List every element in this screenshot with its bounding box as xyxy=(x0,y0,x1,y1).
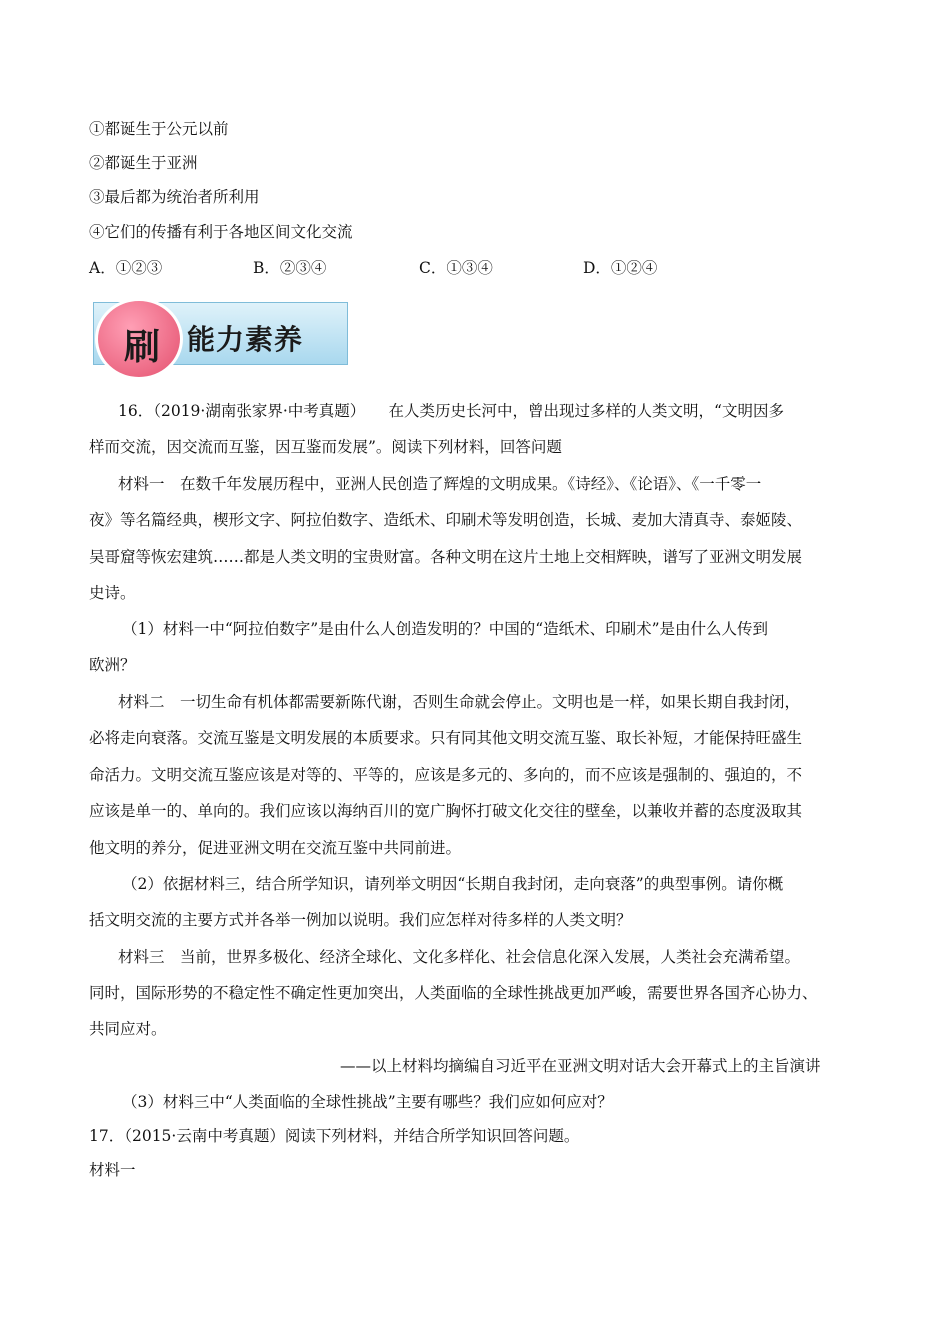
material-1-line-3: 吴哥窟等恢宏建筑……都是人类文明的宝贵财富。各种文明在这片土地上交相辉映，谱写了亚洲文明发展 xyxy=(89,548,803,566)
statement-1: ①都诞生于公元以前 xyxy=(89,120,229,138)
option-d: D．①②④ xyxy=(583,259,658,277)
q16-intro: 16．（2019·湖南张家界·中考真题） 在人类历史长河中，曾出现过多样的人类文明，“文明因多 xyxy=(118,402,784,420)
q16-sub-2: （2）依据材料三，结合所学知识，请列举文明因“长期自我封闭，走向衰落”的典型事例。请你概 xyxy=(122,875,784,893)
section-banner xyxy=(93,298,349,372)
material-2-line-1: 材料二 一切生命有机体都需要新陈代谢，否则生命就会停止。文明也是一样，如果长期自我封闭， xyxy=(118,693,801,711)
banner-title: 能力素养 xyxy=(187,323,304,356)
material-2-line-3: 命活力。文明交流互鉴应该是对等的、平等的，应该是多元的、多向的，而不应该是强制的、强迫的，不 xyxy=(89,766,803,784)
statement-3: ③最后都为统治者所利用 xyxy=(89,188,260,206)
material-1-line-2: 夜》等名篇经典，楔形文字、阿拉伯数字、造纸术、印刷术等发明创造，长城、麦加大清真寺、泰姬陵、 xyxy=(89,511,803,529)
material-1-line-4: 史诗。 xyxy=(89,584,136,602)
material-1-line-1: 材料一 在数千年发展历程中，亚洲人民创造了辉煌的文明成果。《诗经》、《论语》、《一千零一 xyxy=(118,475,762,493)
material-2-line-4: 应该是单一的、单向的。我们应该以海纳百川的宽广胸怀打破文化交往的壁垒，以兼收并蓄的态度汲取其 xyxy=(89,802,803,820)
material-3-line-1: 材料三 当前，世界多极化、经济全球化、文化多样化、社会信息化深入发展，人类社会充满希望。 xyxy=(118,948,801,966)
statement-2: ②都诞生于亚洲 xyxy=(89,154,198,172)
option-b: B．②③④ xyxy=(253,259,327,277)
material-3-line-3: 共同应对。 xyxy=(89,1020,167,1038)
material-3-line-2: 同时，国际形势的不稳定性不确定性更加突出，人类面临的全球性挑战更加严峻，需要世界各国齐心协力、 xyxy=(89,984,818,1002)
q17-intro: 17．（2015·云南中考真题）阅读下列材料，并结合所学知识回答问题。 xyxy=(89,1127,580,1145)
material-2-line-2: 必将走向衰落。交流互鉴是文明发展的本质要求。只有同其他文明交流互鉴、取长补短，才能保持旺盛生 xyxy=(89,729,803,747)
q16-sub-3: （3）材料三中“人类面临的全球性挑战”主要有哪些？我们应如何应对？ xyxy=(122,1093,613,1111)
banner-circle-icon xyxy=(95,298,183,380)
q17-material-1-label: 材料一 xyxy=(89,1161,136,1179)
option-c: C．①③④ xyxy=(419,259,493,277)
q16-sub-2-cont: 括文明交流的主要方式并各举一例加以说明。我们应怎样对待多样的人类文明？ xyxy=(89,911,632,929)
banner-icon-char: 刷 xyxy=(123,327,160,368)
q16-sub-1: （1）材料一中“阿拉伯数字”是由什么人创造发明的？中国的“造纸术、印刷术”是由什么人传到 xyxy=(122,620,769,638)
q16-sub-1-cont: 欧洲？ xyxy=(89,656,136,674)
material-source: ——以上材料均摘编自习近平在亚洲文明对话大会开幕式上的主旨演讲 xyxy=(340,1057,821,1075)
q16-intro-cont: 样而交流，因交流而互鉴，因互鉴而发展”。阅读下列材料，回答问题 xyxy=(89,438,562,456)
option-a: A．①②③ xyxy=(89,259,163,277)
material-2-line-5: 他文明的养分，促进亚洲文明在交流互鉴中共同前进。 xyxy=(89,839,462,857)
statement-4: ④它们的传播有利于各地区间文化交流 xyxy=(89,223,353,241)
